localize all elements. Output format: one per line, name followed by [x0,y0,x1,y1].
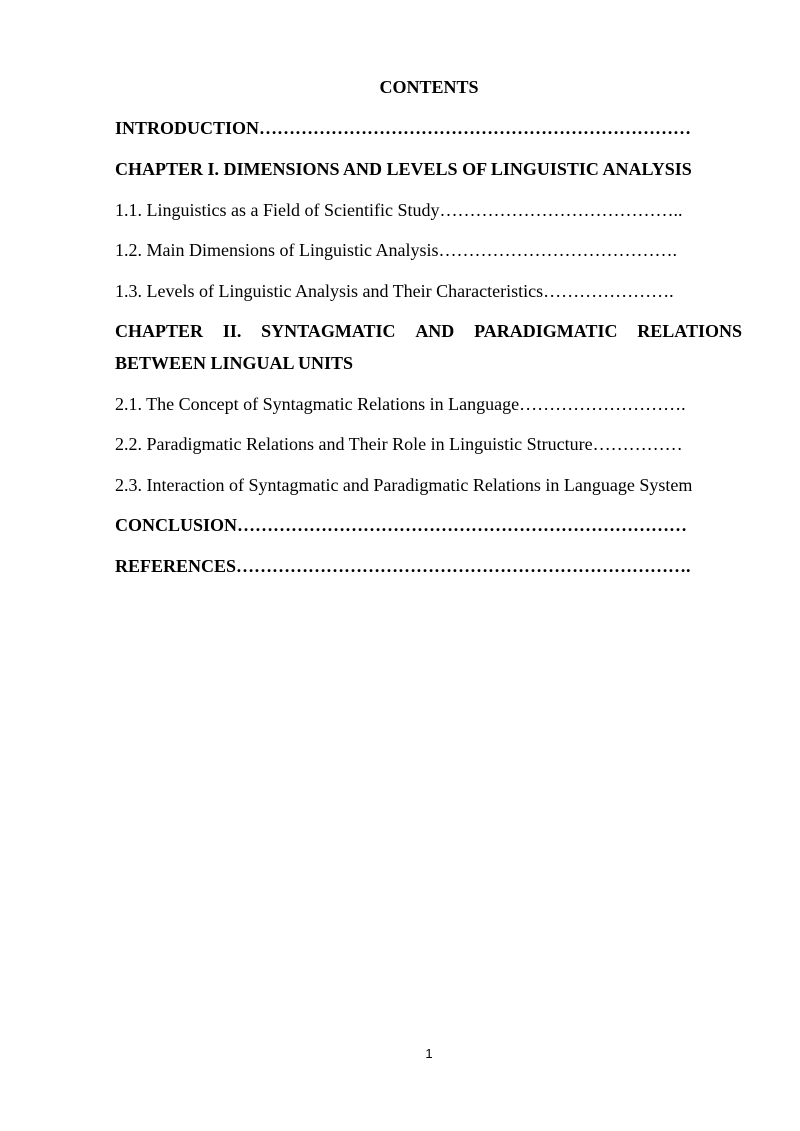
chapter-2-word: CHAPTER [115,321,204,341]
chapter-2-word: RELATIONS [637,321,742,341]
toc-entry-references: REFERENCES…………………………………………………………………. [115,556,691,576]
chapter-2-word: PARADIGMATIC [474,321,618,341]
toc-entry-chapter-2-line-1 [115,320,742,342]
page-number: 1 [425,1046,433,1061]
toc-entry-1-2: 1.2. Main Dimensions of Linguistic Analysis…………………………………. [115,240,677,260]
toc-entry-chapter-2-line-2: BETWEEN LINGUAL UNITS [115,353,354,373]
toc-entry-introduction: INTRODUCTION……………………………………………………………… [115,118,692,138]
toc-entry-1-1: 1.1. Linguistics as a Field of Scientific Study………………………………….. [115,200,683,220]
chapter-2-word: II. [222,321,242,341]
toc-entry-chapter-1: CHAPTER I. DIMENSIONS AND LEVELS OF LINGUISTIC ANALYSIS [115,159,692,179]
toc-entry-2-1: 2.1. The Concept of Syntagmatic Relations in Language………………………. [115,394,686,414]
toc-entry-2-3: 2.3. Interaction of Syntagmatic and Paradigmatic Relations in Language System [115,475,693,495]
contents-title: CONTENTS [379,77,479,97]
chapter-2-word: SYNTAGMATIC [261,321,396,341]
chapter-2-word: AND [415,321,455,341]
toc-entry-conclusion: CONCLUSION………………………………………………………………… [115,515,688,535]
toc-entry-1-3: 1.3. Levels of Linguistic Analysis and Their Characteristics…………………. [115,281,674,301]
toc-entry-2-2: 2.2. Paradigmatic Relations and Their Role in Linguistic Structure…………… [115,434,683,454]
